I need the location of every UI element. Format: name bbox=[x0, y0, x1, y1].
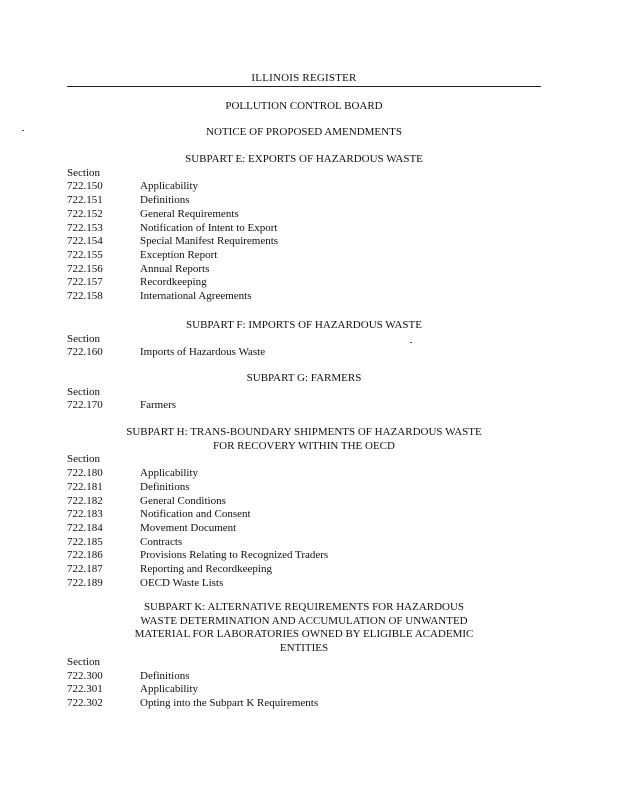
section-title: Notification and Consent bbox=[140, 508, 251, 521]
section-title: Definitions bbox=[140, 194, 190, 207]
notice-title: NOTICE OF PROPOSED AMENDMENTS bbox=[206, 126, 402, 138]
agency-name: POLLUTION CONTROL BOARD bbox=[225, 100, 383, 112]
section-number: 722.158 bbox=[67, 290, 103, 302]
section-number: 722.182 bbox=[67, 494, 103, 507]
section-label: Section bbox=[67, 332, 100, 345]
header-rule bbox=[67, 86, 541, 87]
section-number: 722.154 bbox=[67, 235, 103, 248]
section-title: Applicability bbox=[140, 180, 199, 193]
subpart-heading: FOR RECOVERY WITHIN THE OECD bbox=[213, 439, 395, 452]
section-label: Section bbox=[67, 385, 100, 398]
section-number: 722.181 bbox=[67, 480, 103, 493]
section-number: 722.153 bbox=[67, 221, 103, 234]
section-number: 722.157 bbox=[67, 276, 103, 289]
section-title: Opting into the Subpart K Requirements bbox=[140, 696, 319, 709]
section-number: 722.150 bbox=[67, 180, 103, 193]
section-number: 722.152 bbox=[67, 207, 103, 220]
section-number: 722.189 bbox=[67, 576, 103, 589]
section-label: Section bbox=[67, 166, 100, 179]
section-title: Provisions Relating to Recognized Traders bbox=[140, 549, 329, 562]
section-title: OECD Waste Lists bbox=[140, 576, 224, 589]
section-number: 722.170 bbox=[67, 399, 103, 412]
section-number: 722.302 bbox=[67, 696, 103, 709]
register-title: ILLINOIS REGISTER bbox=[247, 72, 360, 84]
section-number: 722.183 bbox=[67, 508, 103, 521]
section-number: 722.185 bbox=[67, 535, 103, 548]
section-title: Definitions bbox=[140, 669, 190, 682]
register-header bbox=[67, 72, 541, 88]
section-title: Reporting and Recordkeeping bbox=[140, 563, 272, 575]
section-title: Imports of Hazardous Waste bbox=[140, 346, 266, 359]
section-title: Notification of Intent to Export bbox=[140, 221, 278, 234]
section-number: 722.155 bbox=[67, 248, 103, 261]
subpart-heading: SUBPART K: ALTERNATIVE REQUIREMENTS FOR HAZARDOUS bbox=[143, 601, 465, 613]
subpart-heading: MATERIAL FOR LABORATORIES OWNED BY ELIGIBLE ACADEMIC bbox=[134, 628, 474, 641]
section-title: General Conditions bbox=[140, 494, 226, 507]
section-title: Annual Reports bbox=[140, 262, 210, 275]
section-title: International Agreements bbox=[140, 290, 252, 302]
subpart-heading: SUBPART E: EXPORTS OF HAZARDOUS WASTE bbox=[185, 153, 423, 165]
scan-speck bbox=[22, 130, 24, 131]
subpart-heading: SUBPART H: TRANS-BOUNDARY SHIPMENTS OF HAZARDOUS WASTE bbox=[126, 426, 482, 438]
section-title: Movement Document bbox=[140, 521, 237, 534]
subpart-heading: WASTE DETERMINATION AND ACCUMULATION OF UNWANTED bbox=[140, 614, 468, 627]
section-number: 722.301 bbox=[67, 683, 103, 696]
subpart-heading: SUBPART G: FARMERS bbox=[246, 372, 362, 384]
section-number: 722.151 bbox=[67, 194, 103, 207]
section-title: Special Manifest Requirements bbox=[140, 235, 279, 248]
section-title: Contracts bbox=[140, 535, 183, 548]
section-title: Definitions bbox=[140, 480, 190, 493]
section-number: 722.160 bbox=[67, 346, 103, 359]
section-number: 722.300 bbox=[67, 669, 103, 682]
subpart-heading: ENTITIES bbox=[279, 642, 329, 655]
subpart-heading: SUBPART F: IMPORTS OF HAZARDOUS WASTE bbox=[186, 319, 422, 331]
section-number: 722.180 bbox=[67, 467, 103, 480]
section-label: Section bbox=[67, 655, 100, 668]
section-title: Exception Report bbox=[140, 248, 218, 261]
section-title: Farmers bbox=[140, 399, 177, 412]
section-number: 722.156 bbox=[67, 262, 103, 275]
section-title: Applicability bbox=[140, 467, 199, 480]
section-title: General Requirements bbox=[140, 207, 239, 220]
section-number: 722.184 bbox=[67, 521, 103, 534]
section-label: Section bbox=[67, 453, 100, 466]
section-number: 722.186 bbox=[67, 549, 103, 562]
section-title: Recordkeeping bbox=[140, 276, 207, 289]
section-number: 722.187 bbox=[67, 563, 103, 575]
section-title: Applicability bbox=[140, 683, 199, 696]
